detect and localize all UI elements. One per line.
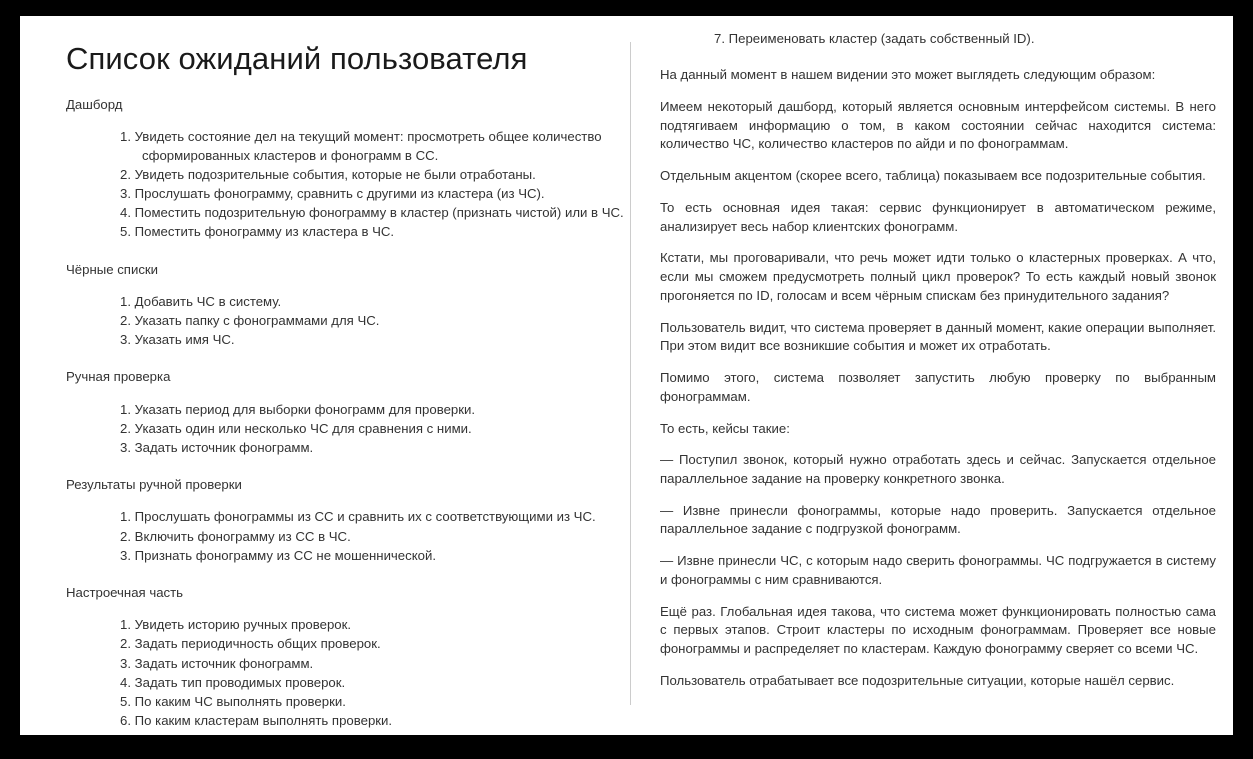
numbered-list [66, 401, 630, 458]
list-item-text: Указать один или несколько ЧС для сравнения с ними. [134, 420, 472, 436]
list-item-marker: 5. [120, 224, 131, 240]
list-item-text: Указать период для выборки фонограмм для проверки. [134, 401, 476, 417]
list-item [66, 693, 630, 711]
list-item [66, 204, 630, 222]
document-section [66, 367, 630, 457]
paragraph: Помимо этого, система позволяет запустить любую проверку по выбранным фонограммам. [660, 370, 1216, 404]
paragraph: На данный момент в нашем видении это может выглядеть следующим образом: [660, 67, 1156, 83]
list-item-marker: 2. [120, 166, 131, 182]
section-heading: Результаты ручной проверки [66, 477, 242, 493]
paragraph: Кстати, мы проговаривали, что речь может идти только о кластерных проверках. А что, если мы сможем предусмотреть полный цикл проверок? То есть каждый новый звонок прогоняется по ID, голосам и всем чёрным спискам без принудительного задания? [660, 250, 1216, 303]
continued-list-item: 7. Переименовать кластер (задать собственный ID). [714, 31, 1035, 46]
list-item-text: Задать тип проводимых проверок. [134, 674, 346, 690]
document-section [66, 475, 630, 565]
list-item-text: Задать источник фонограмм. [134, 655, 314, 671]
right-column [660, 30, 1216, 691]
two-column-layout [20, 16, 1233, 735]
list-item-marker: 3. [120, 440, 131, 456]
document-section [66, 260, 630, 350]
list-item-marker: 1. [120, 509, 131, 525]
paragraph: Пользователь отрабатывает все подозрительные ситуации, которые нашёл сервис. [660, 672, 1175, 688]
list-item [66, 616, 630, 634]
dash-paragraph: — Извне принесли ЧС, с которым надо сверить фонограммы. ЧС подгружается в систему и фонограммы с ним сравниваются. [660, 553, 1216, 587]
list-item-text: Увидеть историю ручных проверок. [134, 617, 352, 633]
section-heading: Дашборд [66, 97, 123, 113]
list-item [66, 528, 630, 546]
document-section [66, 95, 630, 241]
section-heading: Настроечная часть [66, 585, 184, 601]
list-item-text: Задать периодичность общих проверок. [134, 636, 381, 652]
section-heading: Чёрные списки [66, 261, 159, 277]
list-item-marker: 3. [120, 185, 131, 201]
list-item-marker: 3. [120, 547, 131, 563]
dash-paragraph: — Извне принесли фонограммы, которые надо проверить. Запускается отдельное параллельное задание с подгрузкой фонограмм. [660, 502, 1216, 537]
list-item-text: Включить фонограмму из СС в ЧС. [134, 528, 351, 544]
list-item-marker: 4. [120, 205, 131, 221]
list-item [66, 331, 630, 349]
list-item-marker: 3. [120, 332, 131, 348]
list-item [66, 293, 630, 311]
list-item-text: Увидеть подозрительные события, которые не были отработаны. [134, 166, 536, 182]
list-item [66, 166, 630, 184]
list-item [66, 439, 630, 457]
dash-paragraph: — Поступил звонок, который нужно отработать здесь и сейчас. Запускается отдельное параллельное задание на проверку конкретного звонка. [660, 452, 1216, 486]
list-item-text: Указать имя ЧС. [134, 332, 235, 348]
left-column [66, 30, 630, 731]
list-item-text: Добавить ЧС в систему. [134, 293, 282, 309]
list-item [66, 712, 630, 730]
numbered-list [66, 128, 630, 241]
list-item [66, 312, 630, 330]
list-item-marker: 1. [120, 293, 131, 309]
list-item [66, 635, 630, 653]
list-item-text: Увидеть состояние дел на текущий момент: просмотреть общее количество сформированных кластеров и фонограмм в СС. [134, 129, 602, 163]
list-item-text: По каким ЧС выполнять проверки. [134, 694, 346, 710]
document-page [20, 16, 1233, 735]
list-item-text: По каким кластерам выполнять проверки. [134, 713, 393, 729]
paragraph: То есть основная идея такая: сервис функционирует в автоматическом режиме, анализирует весь набор клиентских фонограмм. [660, 199, 1216, 234]
numbered-list [66, 508, 630, 565]
list-item [66, 223, 630, 241]
paragraph: Отдельным акцентом (скорее всего, таблица) показываем все подозрительные события. [660, 168, 1206, 184]
list-item [66, 128, 630, 164]
list-item-marker: 2. [120, 528, 131, 544]
paragraph: Имеем некоторый дашборд, который является основным интерфейсом системы. В него подтягиваем информацию о том, в каком состоянии сейчас находится система: количество ЧС, количество кластеров по айди и по фонограммам. [660, 98, 1216, 152]
column-divider [630, 42, 631, 705]
list-item-marker: 3. [120, 655, 131, 671]
list-item-text: Задать источник фонограмм. [134, 440, 314, 456]
paragraph: То есть, кейсы такие: [660, 420, 790, 436]
list-item-text: Поместить фонограмму из кластера в ЧС. [134, 224, 395, 240]
list-item-text: Прослушать фонограммы из СС и сравнить их с соответствующими из ЧС. [134, 509, 596, 525]
list-item-marker: 2. [120, 420, 131, 436]
list-item-marker: 6. [120, 713, 131, 729]
list-item-marker: 1. [120, 617, 131, 633]
list-item-text: Признать фонограмму из СС не мошеннической. [134, 547, 437, 563]
list-item [66, 185, 630, 203]
list-item [66, 547, 630, 565]
paragraph: Пользователь видит, что система проверяет в данный момент, какие операции выполняет. При этом видит все возникшие события и может их отработать. [660, 319, 1216, 354]
paragraph: Ещё раз. Глобальная идея такова, что система может функционировать полностью сама с первых этапов. Строит кластеры по исходным фонограммам. Проверяет все новые фонограммы и распределяет по кластерам. Каждую фонограмму сверяет со всеми ЧС. [660, 603, 1216, 657]
list-item [66, 420, 630, 438]
list-item [66, 655, 630, 673]
page-title: Список ожиданий пользователя [66, 41, 528, 76]
right-column-paragraphs [660, 66, 1216, 690]
section-heading: Ручная проверка [66, 369, 171, 385]
list-item-marker: 2. [120, 636, 131, 652]
list-item-marker: 4. [120, 674, 131, 690]
list-item [66, 508, 630, 526]
list-item [66, 401, 630, 419]
list-item-text: Поместить подозрительную фонограмму в кластер (признать чистой) или в ЧС. [134, 205, 624, 221]
document-section [66, 583, 630, 730]
numbered-list [66, 293, 630, 350]
left-column-sections [66, 95, 630, 730]
list-item-marker: 1. [120, 401, 131, 417]
list-item-marker: 2. [120, 313, 131, 328]
numbered-list [66, 616, 630, 730]
list-item-text: Указать папку с фонограммами для ЧС. [134, 313, 380, 328]
list-item-marker: 1. [120, 129, 131, 145]
list-item [66, 674, 630, 692]
list-item-marker: 5. [120, 694, 131, 710]
list-item-text: Прослушать фонограмму, сравнить с другими из кластера (из ЧС). [134, 185, 545, 201]
